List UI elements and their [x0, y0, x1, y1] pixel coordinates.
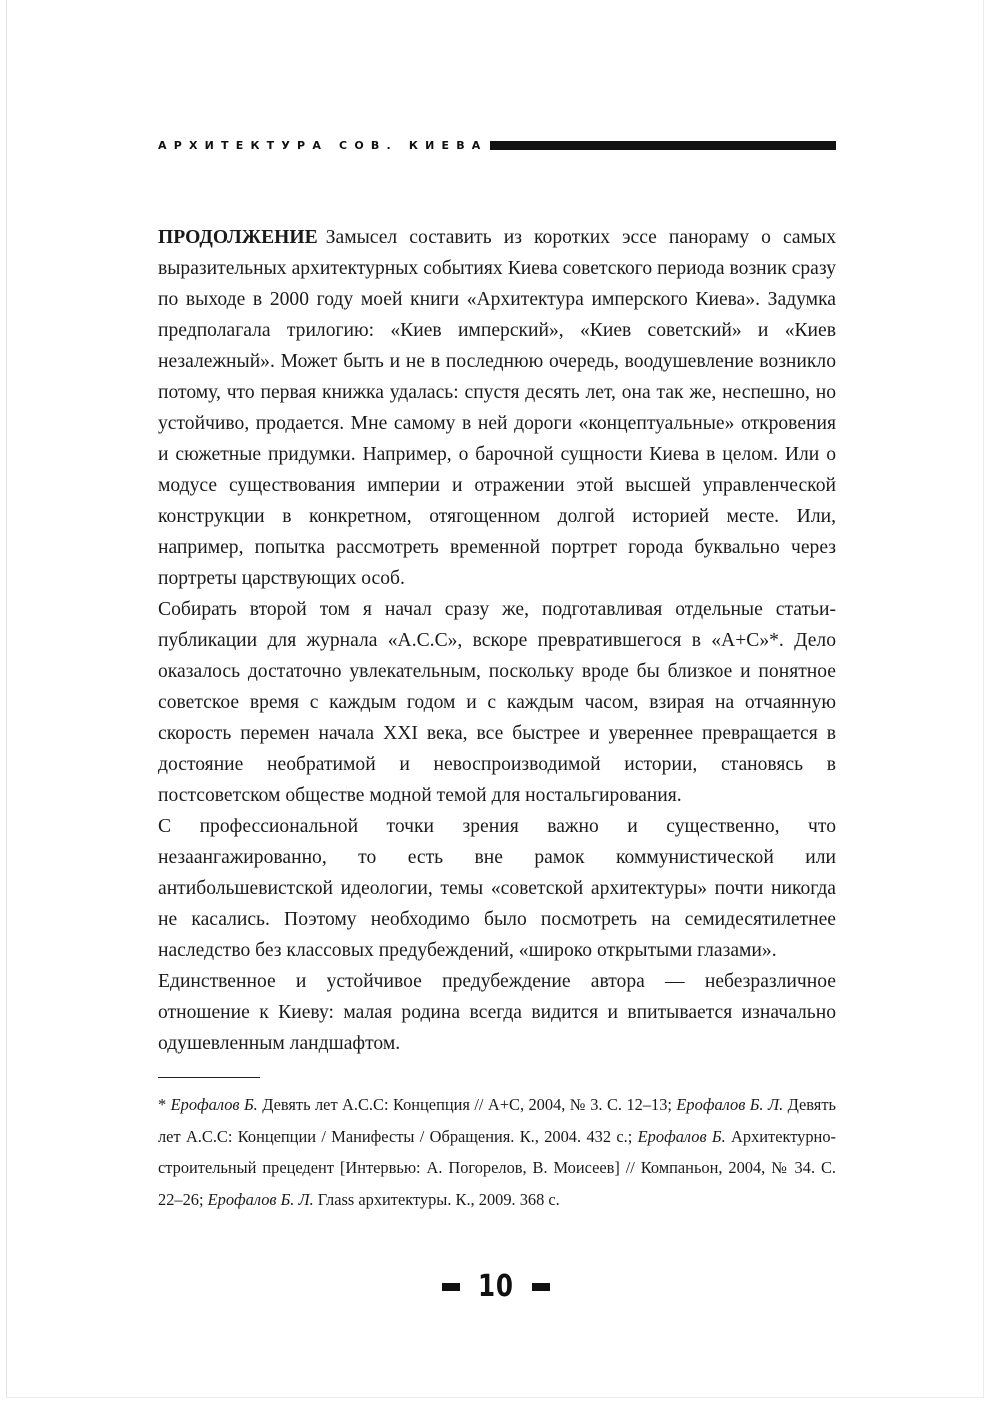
folio-right-bar [532, 1283, 550, 1291]
paragraph-1-text: Замысел составить из коротких эссе панораму о самых выразительных архитектурных событиях Киева советского периода возник сразу по выходе в 2000 году моей книги «Архитектура имперского Киева». Задумка предполагала трилогию: «Киев имперский», «Киев советский» и «Киев незалежный». Может быть и не в последнюю очередь, воодушевление возникло потому, что первая книжка удалась: спустя десять лет, она так же, неспешно, но устойчиво, продается. Мне самому в ней дороги «концептуальные» откровения и сюжетные придумки. Например, о барочной сущности Киева в целом. Или о модусе существования империи и отражении этой высшей управленческой конструкции в конкретном, отягощенном долгой историей месте. Или, например, попытка рассмотреть временной портрет города буквально через портреты царствующих особ. [158, 227, 836, 589]
footnote-author: Ерофалов Б. [170, 1095, 258, 1114]
lead-word: ПРОДОЛЖЕНИЕ [158, 227, 318, 248]
footnote-rule [158, 1077, 260, 1078]
footnote-author: Ерофалов Б. Л. [207, 1189, 314, 1209]
folio [0, 1270, 992, 1304]
paragraph-4: Единственное и устойчивое предубеждение автора — небезразличное отношение к Киеву: малая родина всегда видится и впитывается изначально одушевленным ландшафтом. [158, 971, 836, 1054]
footnote-citation: Глass архитектуры. К., 2009. 368 с. [313, 1189, 560, 1209]
running-head [158, 136, 836, 154]
footnote-citation: Архитектурно-строительный прецедент [Интервью: А. Погорелов, В. Моисеев] // Компаньон, 2004, № 34. С. 22–26; [158, 1126, 836, 1209]
footnote-author: Ерофалов Б. [637, 1126, 726, 1146]
paragraph-1 [158, 222, 836, 594]
footnote-marker: * [158, 1095, 171, 1114]
running-title: АРХИТЕКТУРА СОВ. КИЕВА [158, 138, 488, 152]
footnote-author: Ерофалов Б. Л. [676, 1095, 784, 1114]
main-text [158, 222, 836, 1059]
footnote-citation: Девять лет А.С.С: Концепция // А+С, 2004, № 3. С. 12–13; [257, 1095, 677, 1114]
paragraph-2: Собирать второй том я начал сразу же, подготавливая отдельные статьи-публикации для журнала «А.С.С», вскоре превратившегося в «А+С»*. Дело оказалось достаточно увлекательным, поскольку вроде бы близкое и понятное советское время с каждым годом и с каждым часом, взирая на отчаянную скорость перемен начала XXI века, все быстрее и увереннее превращается в достояние необратимой и невоспроизводимой истории, становясь в постсоветском обществе модной темой для ностальгирования. [158, 599, 836, 806]
footnote [158, 1089, 836, 1215]
running-head-rule [490, 141, 837, 150]
paragraph-3: С профессиональной точки зрения важно и существенно, что незаангажированно, то есть вне рамок коммунистической или антибольшевистской идеологии, темы «советской архитектуры» почти никогда не касались. Поэтому необходимо было посмотреть на семидесятилетнее наследство без классовых предубеждений, «широко открытыми глазами». [158, 816, 836, 961]
folio-left-bar [442, 1283, 460, 1291]
page-number: 10 [478, 1269, 514, 1304]
footnote-citation: Девять лет А.С.С: Концепции / Манифесты / Обращения. К., 2004. 432 с.; [158, 1095, 836, 1146]
